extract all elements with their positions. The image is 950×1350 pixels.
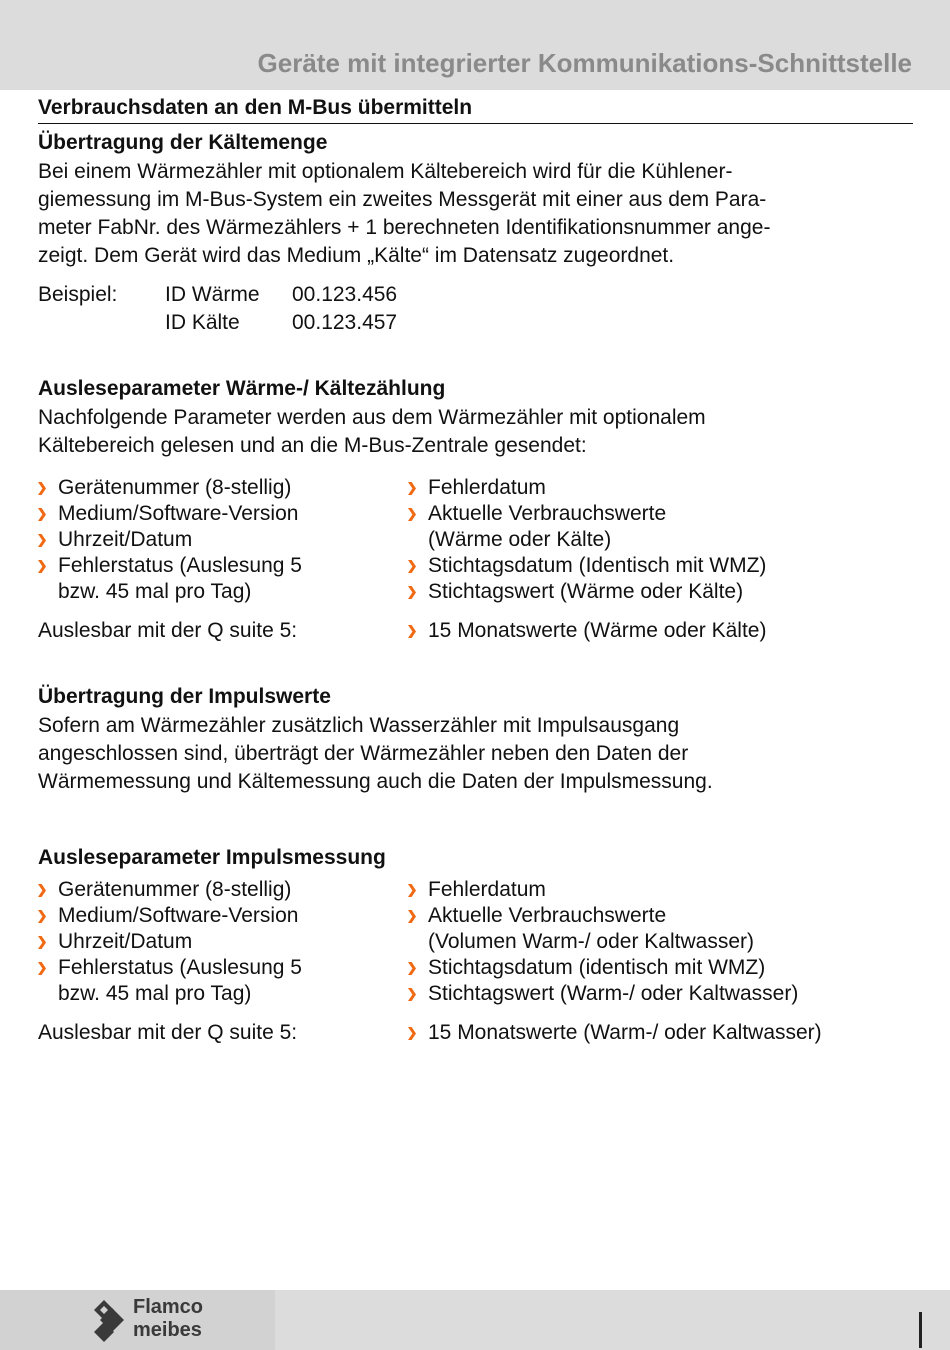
paragraph-line: meter FabNr. des Wärmezählers + 1 berechneten Identifikationsnummer ange-: [38, 216, 771, 239]
list-item: Stichtagsdatum (identisch mit WMZ): [408, 955, 798, 981]
bullet-chevron-icon: [408, 625, 416, 638]
list-item: Fehlerdatum: [408, 475, 766, 501]
list-item: 15 Monatswerte (Warm-/ oder Kaltwasser): [408, 1020, 822, 1046]
paragraph-line: Sofern am Wärmezähler zusätzlich Wasserzähler mit Impulsausgang: [38, 714, 680, 737]
list-item: 15 Monatswerte (Wärme oder Kälte): [408, 618, 766, 644]
example-label: Beispiel:: [38, 283, 118, 306]
list-item: Gerätenummer (8-stellig): [38, 475, 302, 501]
list-item: Gerätenummer (8-stellig): [38, 877, 302, 903]
bullet-chevron-icon: [408, 910, 416, 923]
bullet-chevron-icon: [408, 884, 416, 897]
list-item: Stichtagswert (Warm-/ oder Kaltwasser): [408, 981, 798, 1007]
bullet-chevron-icon: [408, 988, 416, 1001]
qsuite-list: [408, 618, 766, 644]
qsuite-label: Auslesbar mit der Q suite 5:: [38, 619, 298, 642]
paragraph-line: giemessung im M-Bus-System ein zweites Messgerät mit einer aus dem Para-: [38, 188, 767, 211]
bullet-chevron-icon: [408, 586, 416, 599]
page-marker: [919, 1312, 922, 1348]
list-item: Fehlerstatus (Auslesung 5 bzw. 45 mal pro Tag): [38, 553, 302, 605]
bullet-chevron-icon: [38, 534, 46, 547]
bullet-chevron-icon: [38, 910, 46, 923]
example-id-value: 00.123.456: [292, 283, 398, 306]
brand-name-secondary: meibes: [133, 1319, 202, 1341]
bullet-chevron-icon: [408, 482, 416, 495]
bullet-chevron-icon: [408, 508, 416, 521]
bullet-chevron-icon: [408, 1027, 416, 1040]
example-id-value: 00.123.457: [292, 311, 398, 334]
qsuite-list: [408, 1020, 822, 1046]
bullet-chevron-icon: [38, 508, 46, 521]
paragraph-line: Nachfolgende Parameter werden aus dem Wärmezähler mit optionalem: [38, 406, 706, 429]
bullet-chevron-icon: [38, 560, 46, 573]
paragraph-line: Wärmemessung und Kältemessung auch die Daten der Impulsmessung.: [38, 770, 713, 793]
paragraph-line: angeschlossen sind, überträgt der Wärmezähler neben den Daten der: [38, 742, 689, 765]
list-item: Aktuelle Verbrauchswerte (Wärme oder Kälte): [408, 501, 766, 553]
list-item: Stichtagsdatum (Identisch mit WMZ): [408, 553, 766, 579]
list-item: Fehlerstatus (Auslesung 5 bzw. 45 mal pro Tag): [38, 955, 302, 1007]
list-item: Stichtagswert (Wärme oder Kälte): [408, 579, 766, 605]
paragraph-ausleseparameter-waerme: [38, 404, 706, 460]
heading-ausleseparameter-impuls: Ausleseparameter Impulsmessung: [38, 846, 386, 869]
list-item: Uhrzeit/Datum: [38, 527, 302, 553]
flamco-diamond-logo-icon: [92, 1298, 126, 1342]
section-title: Verbrauchsdaten an den M-Bus übermitteln: [38, 96, 473, 119]
impuls-list-right: [408, 877, 798, 1007]
paragraph-impulswerte: [38, 712, 713, 796]
bullet-chevron-icon: [38, 962, 46, 975]
paragraph-kaeltemenge: [38, 158, 770, 270]
example-block: [38, 281, 638, 337]
bullet-chevron-icon: [408, 962, 416, 975]
qsuite-label: Auslesbar mit der Q suite 5:: [38, 1021, 298, 1044]
brand-name: Flamco: [133, 1296, 204, 1318]
param-list-left: [38, 475, 302, 605]
heading-impulswerte: Übertragung der Impulswerte: [38, 685, 331, 708]
section-divider: [38, 123, 913, 124]
header-title: Geräte mit integrierter Kommunikations-Schnittstelle: [257, 48, 912, 78]
example-id-name: ID Kälte: [165, 311, 240, 334]
paragraph-line: zeigt. Dem Gerät wird das Medium „Kälte“ im Datensatz zugeordnet.: [38, 244, 675, 267]
bullet-chevron-icon: [38, 936, 46, 949]
param-list-right: [408, 475, 766, 605]
list-item: Medium/Software-Version: [38, 501, 302, 527]
paragraph-line: Kältebereich gelesen und an die M-Bus-Zentrale gesendet:: [38, 434, 587, 457]
list-item: Fehlerdatum: [408, 877, 798, 903]
impuls-list-left: [38, 877, 302, 1007]
list-item: Aktuelle Verbrauchswerte (Volumen Warm-/ oder Kaltwasser): [408, 903, 798, 955]
bullet-chevron-icon: [38, 884, 46, 897]
list-item: Medium/Software-Version: [38, 903, 302, 929]
heading-ausleseparameter-waerme: Ausleseparameter Wärme-/ Kältezählung: [38, 377, 446, 400]
bullet-chevron-icon: [408, 560, 416, 573]
paragraph-line: Bei einem Wärmezähler mit optionalem Kältebereich wird für die Kühlener-: [38, 160, 733, 183]
example-id-name: ID Wärme: [165, 283, 260, 306]
heading-kaeltemenge: Übertragung der Kältemenge: [38, 131, 328, 154]
bullet-chevron-icon: [38, 482, 46, 495]
list-item: Uhrzeit/Datum: [38, 929, 302, 955]
